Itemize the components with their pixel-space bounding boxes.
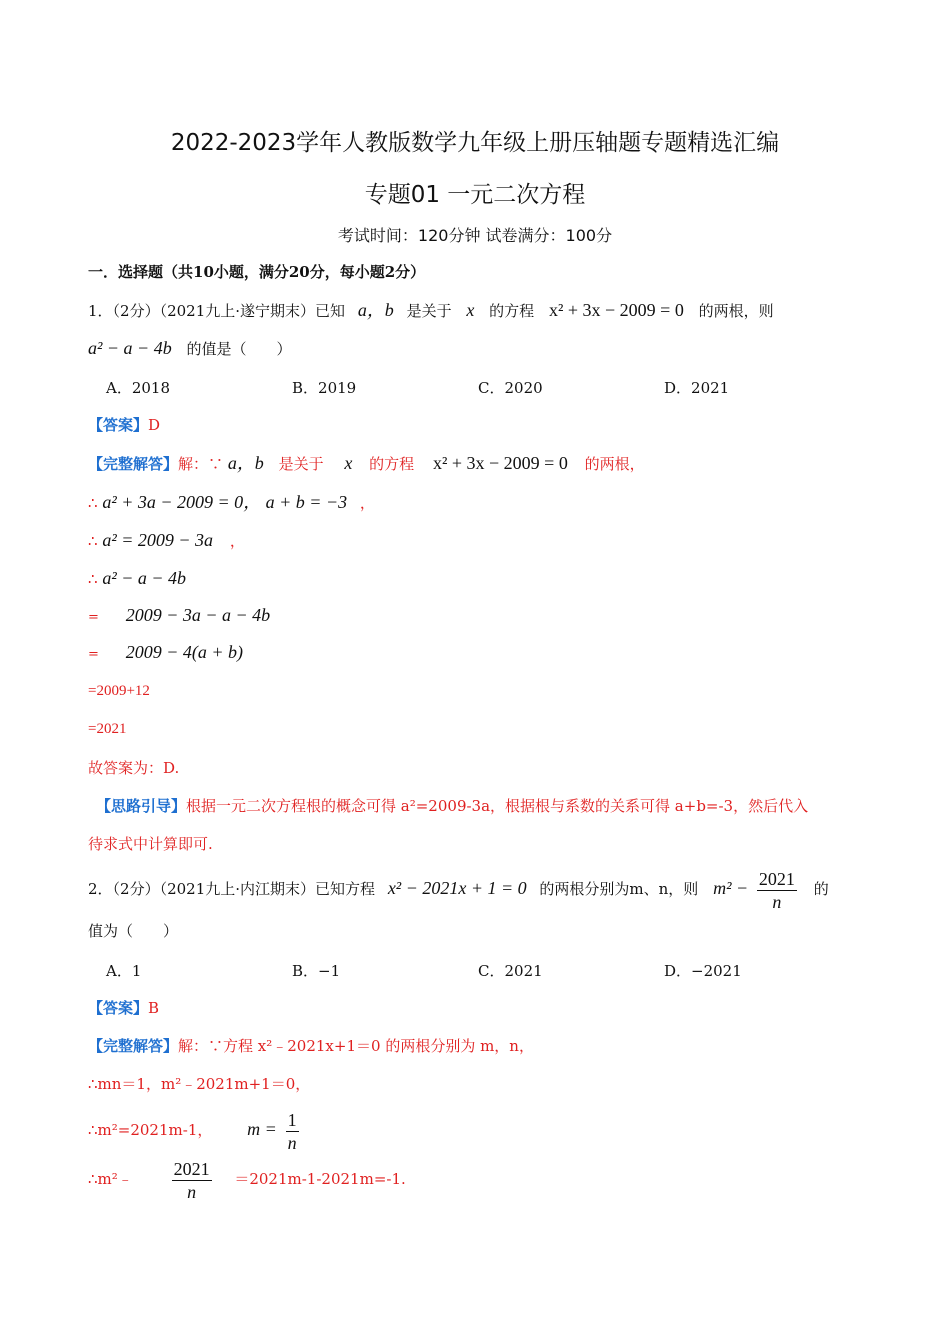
q2-stem-prefix: 2．（2分）（2021九上·内江期末）已知方程 <box>88 880 376 898</box>
q1-step1-end: ， <box>359 494 375 512</box>
q1-hint-line2: 待求式中计算即可. <box>88 835 213 853</box>
q1-hint-line1 <box>96 796 808 816</box>
q2-answer <box>88 998 159 1018</box>
q2-sol-line4 <box>88 1154 406 1204</box>
q1-answer-value: D <box>148 416 161 434</box>
q1-about: 是关于 <box>406 302 452 320</box>
q2-stem-mid: 的两根分别为m、n，则 <box>539 880 699 898</box>
q1-solution-tag: 【完整解答】 <box>88 455 179 473</box>
q2-option-b[interactable]: B．−1 <box>292 962 341 980</box>
q2-sol-line4-den: n <box>187 1181 197 1202</box>
q1-sol-equation: x² + 3x − 2009 = 0 <box>432 453 568 473</box>
q1-conclusion: 故答案为：D. <box>88 759 180 777</box>
exam-info: 考试时间：120分钟 试卷满分：100分 <box>337 226 613 245</box>
q2-answer-tag: 【答案】 <box>88 999 149 1017</box>
q2-expr-m: m² − <box>713 878 749 898</box>
q1-step1 <box>88 492 375 513</box>
q1-stem-line2 <box>88 338 292 359</box>
q1-solution-line1 <box>88 453 645 474</box>
q2-stem-de: 的 <box>813 880 829 898</box>
q1-step7: =2021 <box>88 721 127 737</box>
q2-option-c[interactable]: C．2021 <box>478 962 543 980</box>
q1-step2-math: a² = 2009 − 3a <box>102 530 214 550</box>
q2-sol-line4-post: ＝2021m-1-2021m=-1. <box>234 1170 406 1188</box>
q2-sol-line3-num: 1 <box>287 1109 297 1130</box>
q1-hint-text1: 根据一元二次方程根的概念可得 a²=2009-3a，根据根与系数的关系可得 a+b=-3，然后代入 <box>186 797 809 815</box>
q2-sol-line4-fraction <box>172 1158 212 1203</box>
q1-sol-eq-label: 的方程 <box>369 455 415 473</box>
q1-step2-end: ， <box>229 532 245 550</box>
q2-solution-tag: 【完整解答】 <box>88 1037 179 1055</box>
q1-stem-prefix: 1．（2分）（2021九上·遂宁期末）已知 <box>88 302 346 320</box>
q2-equation: x² − 2021x + 1 = 0 <box>387 878 527 898</box>
q2-stem <box>88 864 829 913</box>
q1-stem-suffix: 的两根，则 <box>698 302 774 320</box>
q1-step3-math: a² − a − 4b <box>102 568 187 588</box>
q1-eq-label: 的方程 <box>489 302 535 320</box>
q1-expr: a² − a − 4b <box>88 338 172 358</box>
q2-answer-value: B <box>148 999 160 1017</box>
q2-sol-line4-pre: ∴m²﹣ <box>88 1170 133 1188</box>
q1-option-b[interactable]: B．2019 <box>292 379 357 397</box>
q1-step4-math: 2009 − 3a − a − 4b <box>125 605 271 625</box>
q1-sol-roots: 的两根， <box>584 455 645 473</box>
q1-sol-x: x <box>344 453 353 473</box>
q2-option-a[interactable]: A．1 <box>106 962 142 980</box>
therefore-symbol: ∴ <box>88 570 98 588</box>
q1-step5-math: 2009 − 4(a + b) <box>125 642 243 662</box>
q2-solution-line1 <box>88 1036 534 1056</box>
q2-sol-line3-m: m = <box>247 1119 277 1139</box>
section-heading: 一．选择题（共10小题，满分20分，每小题2分） <box>88 263 426 281</box>
q1-vars: a，b <box>357 300 394 320</box>
q1-answer-tag: 【答案】 <box>88 416 149 434</box>
q1-hint-tag: 【思路引导】 <box>96 797 187 815</box>
q1-step6: =2009+12 <box>88 683 150 699</box>
q1-sol-vars: a，b <box>227 453 264 473</box>
q1-option-c[interactable]: C．2020 <box>478 379 543 397</box>
q1-step1-math: a² + 3a − 2009 = 0， a + b = −3 <box>102 492 348 512</box>
q2-sol-line3 <box>88 1104 303 1155</box>
q1-step2 <box>88 530 245 551</box>
q1-step3 <box>88 568 186 589</box>
q1-answer <box>88 415 160 435</box>
q1-sol-start: 解：∵ <box>178 455 224 473</box>
therefore-symbol: ∴ <box>88 494 98 512</box>
q1-step4 <box>88 605 270 628</box>
q1-x: x <box>466 300 475 320</box>
q2-option-d[interactable]: D．−2021 <box>664 962 742 980</box>
q1-option-d[interactable]: D．2021 <box>664 379 730 397</box>
q2-frac-num: 2021 <box>758 868 795 889</box>
q1-value-is: 的值是（ ） <box>186 340 292 358</box>
q1-eq-sign: = <box>88 647 99 662</box>
q1-equation: x² + 3x − 2009 = 0 <box>548 300 684 320</box>
q2-sol-line4-num: 2021 <box>173 1158 210 1179</box>
q2-fraction <box>757 868 797 913</box>
q1-eq-sign: = <box>88 610 99 625</box>
q2-sol-line3-fraction <box>286 1109 299 1154</box>
q2-sol-line2: ∴mn＝1，m²﹣2021m+1＝0， <box>88 1075 311 1093</box>
therefore-symbol: ∴ <box>88 532 98 550</box>
document-subtitle: 专题01 一元二次方程 <box>364 182 586 208</box>
q1-option-a[interactable]: A．2018 <box>106 379 171 397</box>
q2-stem-line2: 值为（ ） <box>88 922 179 940</box>
q2-sol-line3-den: n <box>287 1132 297 1153</box>
q2-sol-line1-text: 解：∵方程 x²﹣2021x+1＝0 的两根分别为 m，n， <box>178 1037 534 1055</box>
document-title: 2022-2023学年人教版数学九年级上册压轴题专题精选汇编 <box>170 130 780 156</box>
q2-frac-den: n <box>772 891 782 912</box>
q1-stem <box>88 300 774 321</box>
q2-sol-line3-text: ∴m²=2021m-1， <box>88 1121 213 1139</box>
q1-sol-about: 是关于 <box>278 455 324 473</box>
q1-step5 <box>88 642 243 665</box>
